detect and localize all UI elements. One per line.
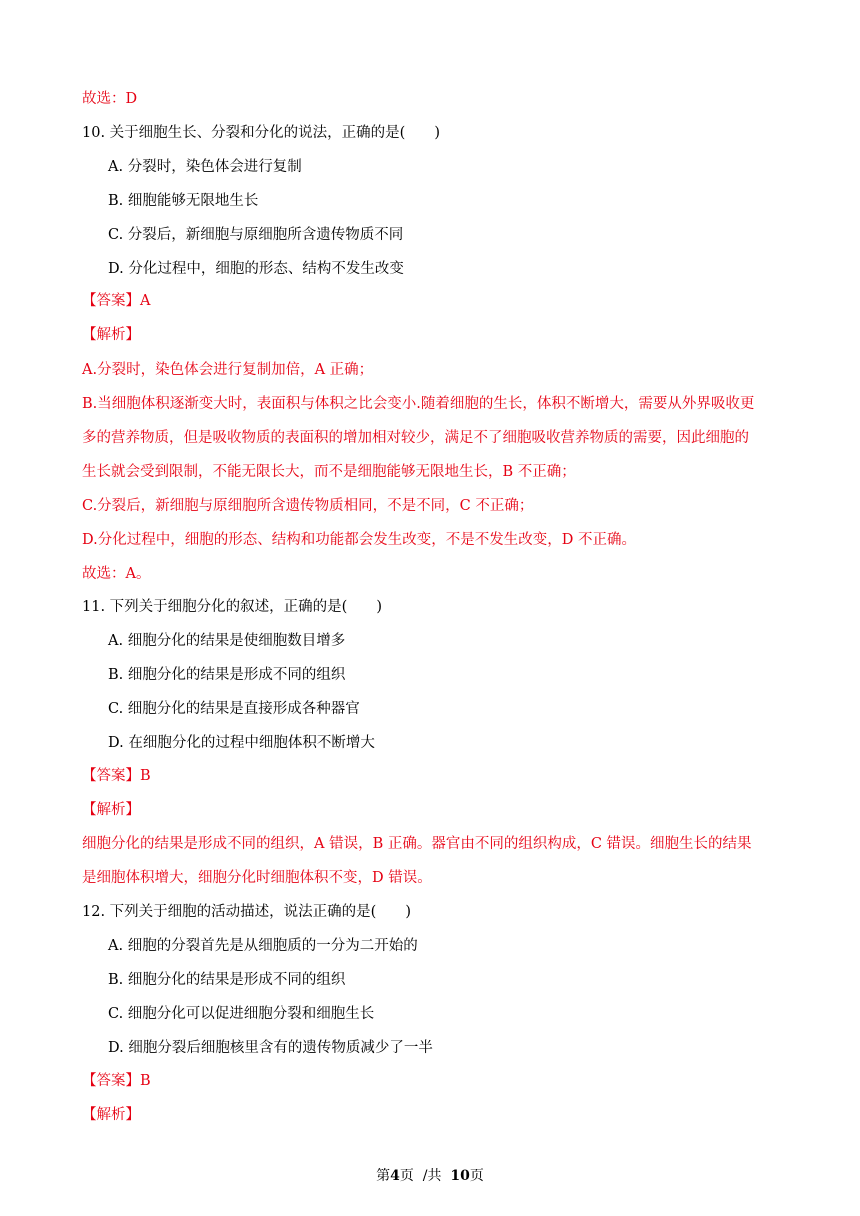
prev-choice: 故选：D: [82, 91, 138, 107]
footer-mid: 页 /共: [399, 1168, 451, 1184]
q11-analysis-line-1: 细胞分化的结果是形成不同的组织，A 错误，B 正确。器官由不同的组织构成，C 错误。细胞生长的结果: [82, 836, 752, 852]
q11-analysis-label: 【解析】: [82, 802, 140, 818]
q11-answer: 【答案】B: [82, 768, 151, 784]
q11-option-b: B. 细胞分化的结果是形成不同的组织: [108, 667, 346, 683]
q10-choice: 故选：A。: [82, 566, 151, 582]
q10-analysis-label: 【解析】: [82, 327, 140, 343]
q11-analysis-line-2: 是细胞体积增大，细胞分化时细胞体积不变，D 错误。: [82, 870, 432, 886]
q12-stem: 12. 下列关于细胞的活动描述，说法正确的是( ): [82, 904, 411, 920]
q10-option-c: C. 分裂后，新细胞与原细胞所含遗传物质不同: [108, 227, 404, 243]
q10-answer: 【答案】A: [82, 293, 151, 309]
q11-option-c: C. 细胞分化的结果是直接形成各种器官: [108, 701, 360, 717]
footer-prefix: 第: [376, 1168, 391, 1184]
q10-option-b: B. 细胞能够无限地生长: [108, 193, 259, 209]
q12-option-c: C. 细胞分化可以促进细胞分裂和细胞生长: [108, 1006, 375, 1022]
q10-analysis-line-3: 多的营养物质，但是吸收物质的表面积的增加相对较少，满足不了细胞吸收营养物质的需要，因此细胞的: [82, 430, 749, 446]
q12-answer: 【答案】B: [82, 1073, 151, 1089]
q12-option-a: A. 细胞的分裂首先是从细胞质的一分为二开始的: [108, 938, 418, 954]
footer-page-number: 4: [390, 1168, 400, 1184]
q10-analysis-line-6: D.分化过程中，细胞的形态、结构和功能都会发生改变，不是不发生改变，D 不正确。: [82, 532, 636, 548]
q10-analysis-line-4: 生长就会受到限制，不能无限长大，而不是细胞能够无限地生长，B 不正确；: [82, 464, 576, 480]
footer-total-pages: 10: [450, 1168, 470, 1184]
q10-analysis-line-2: B.当细胞体积逐渐变大时，表面积与体积之比会变小.随着细胞的生长，体积不断增大，需要从外界吸收更: [82, 396, 755, 412]
footer-suffix: 页: [469, 1168, 484, 1184]
q10-option-d: D. 分化过程中，细胞的形态、结构不发生改变: [108, 261, 404, 277]
q12-analysis-label: 【解析】: [82, 1107, 140, 1123]
page-footer: [0, 1166, 860, 1186]
q10-analysis-line-5: C.分裂后，新细胞与原细胞所含遗传物质相同，不是不同，C 不正确；: [82, 498, 534, 514]
q11-stem: 11. 下列关于细胞分化的叙述，正确的是( ): [82, 599, 382, 615]
q11-option-a: A. 细胞分化的结果是使细胞数目增多: [108, 633, 346, 649]
q10-option-a: A. 分裂时，染色体会进行复制: [108, 159, 302, 175]
q10-analysis-line-1: A.分裂时，染色体会进行复制加倍，A 正确；: [82, 362, 374, 378]
q11-option-d: D. 在细胞分化的过程中细胞体积不断增大: [108, 735, 375, 751]
q12-option-d: D. 细胞分裂后细胞核里含有的遗传物质减少了一半: [108, 1040, 433, 1056]
q10-stem: 10. 关于细胞生长、分裂和分化的说法，正确的是( ): [82, 125, 440, 141]
q12-option-b: B. 细胞分化的结果是形成不同的组织: [108, 972, 346, 988]
